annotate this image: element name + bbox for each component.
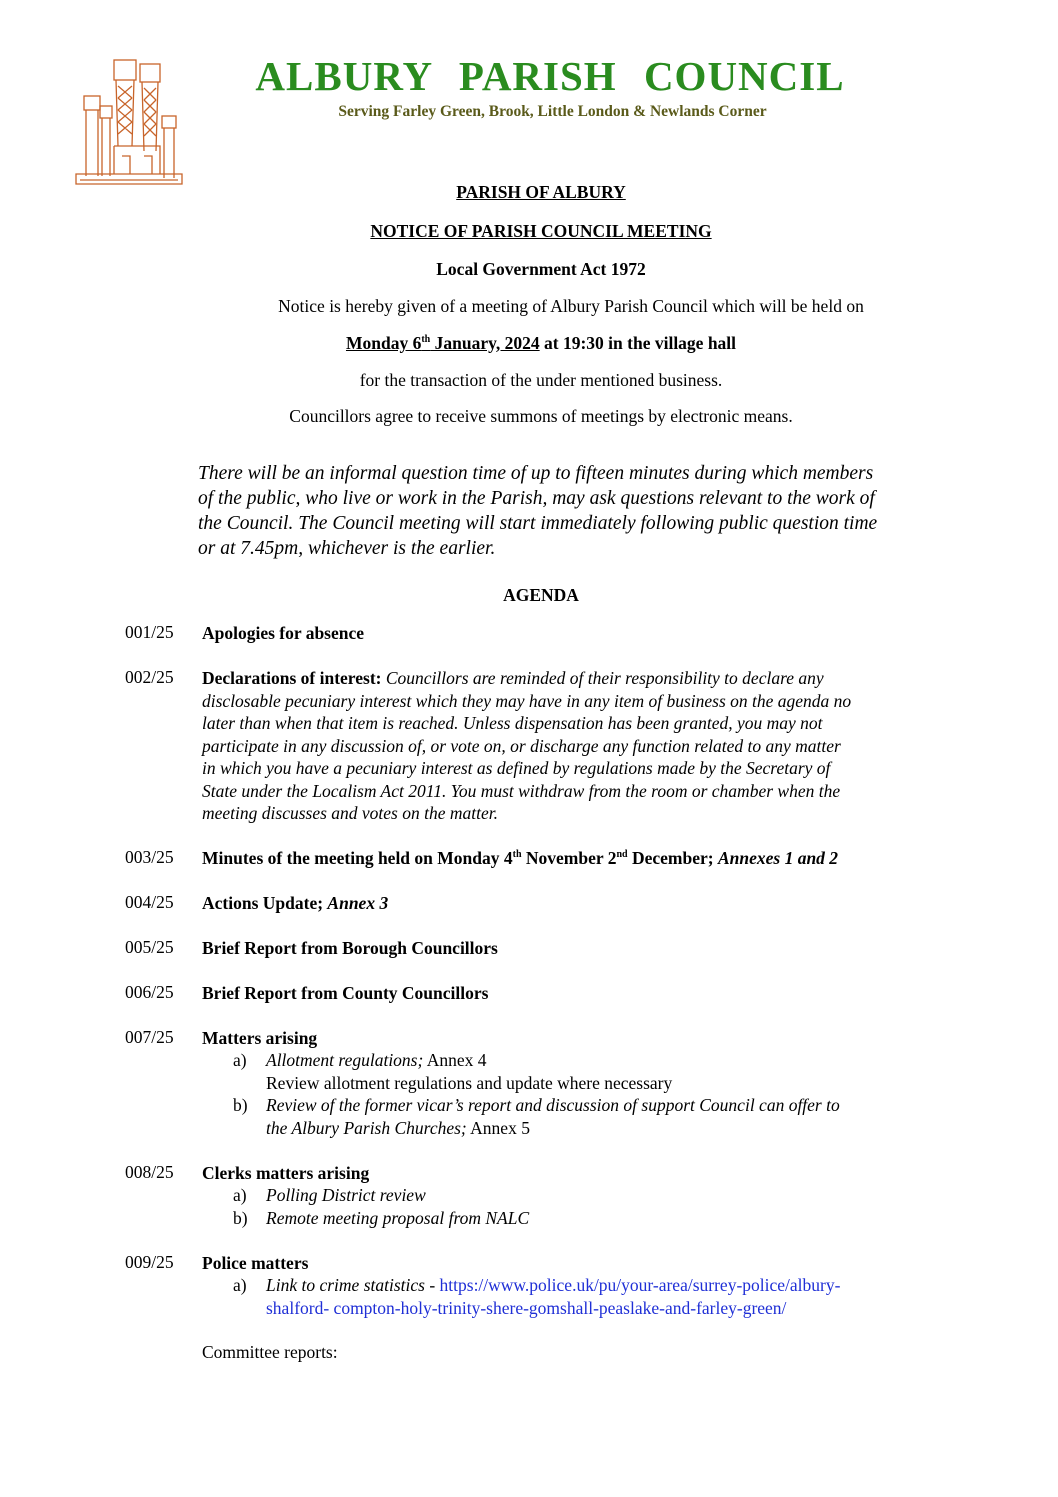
intro-line: There will be an informal question time of up to fifteen minutes during which members <box>198 463 874 484</box>
sub-item-text: Allotment regulations; <box>266 1050 424 1070</box>
sub-item-text: Remote meeting proposal from NALC <box>266 1208 530 1228</box>
council-subtitle: Serving Farley Green, Brook, Little London & Newlands Corner <box>338 103 767 120</box>
date-day: Monday 6 <box>345 333 422 353</box>
link-continuation <box>266 1297 946 1320</box>
item-number: 008/25 <box>125 1162 174 1182</box>
item-number: 006/25 <box>125 982 174 1002</box>
sub-item <box>233 1094 933 1117</box>
council-title: ALBURY PARISH COUNCIL <box>255 53 845 99</box>
item-title-part: December; <box>627 848 718 868</box>
declarations-text: disclosable pecuniary interest which they may have in any item of business on the agenda no <box>202 690 852 711</box>
item-number: 007/25 <box>125 1027 174 1047</box>
annex-reference: Annex 5 <box>466 1118 530 1138</box>
sub-item-text: Link to crime statistics - <box>266 1275 440 1295</box>
item-title: Matters arising <box>202 1028 318 1048</box>
intro-line: or at 7.45pm, whichever is the earlier. <box>198 538 496 559</box>
item-number: 003/25 <box>125 847 174 867</box>
sub-item-label: a) <box>233 1275 247 1295</box>
transaction-text: for the transaction of the under mentioned business. <box>359 370 723 390</box>
sub-item <box>233 1207 933 1230</box>
declarations-text: participate in any discussion of, or vote on, or discharge any function related to any matter <box>202 735 841 756</box>
parish-heading: PARISH OF ALBURY <box>456 182 626 202</box>
item-number: 009/25 <box>125 1252 174 1272</box>
sub-item-label: b) <box>233 1208 248 1228</box>
declarations-item <box>202 667 937 825</box>
date-suffix: th <box>421 334 431 346</box>
item-title: Brief Report from County Councillors <box>202 983 489 1003</box>
declarations-text: meeting discusses and votes on the matter. <box>202 803 498 823</box>
sub-item-text: Polling District review <box>266 1185 426 1205</box>
intro-line: the Council. The Council meeting will start immediately following public question time <box>198 513 878 534</box>
summons-text: Councillors agree to receive summons of meetings by electronic means. <box>289 406 793 426</box>
sub-item-label: a) <box>233 1050 247 1070</box>
act-reference: Local Government Act 1972 <box>436 259 646 279</box>
sub-item-label: b) <box>233 1095 248 1115</box>
sub-item <box>233 1274 953 1297</box>
meeting-date <box>0 333 1058 354</box>
crime-statistics-link[interactable]: https://www.police.uk/pu/your-area/surrey-police/albury- <box>439 1275 841 1295</box>
actions-item <box>202 892 937 915</box>
public-question-notice <box>198 461 958 561</box>
annex-reference: Annex 3 <box>327 893 389 913</box>
sub-item-continuation <box>266 1117 946 1140</box>
item-title: Apologies for absence <box>202 623 365 643</box>
declarations-text: Councillors are reminded of their responsibility to declare any <box>385 668 824 688</box>
annex-reference: Annexes 1 and 2 <box>717 848 839 868</box>
item-title: Police matters <box>202 1253 309 1273</box>
agenda-heading: AGENDA <box>503 585 579 605</box>
item-title: Declarations of interest: <box>202 668 382 688</box>
item-title: Brief Report from Borough Councillors <box>202 938 498 958</box>
sub-item <box>233 1049 933 1072</box>
item-title: Clerks matters arising <box>202 1163 370 1183</box>
item-number: 005/25 <box>125 937 174 957</box>
date-rest: January, 2024 <box>430 333 540 353</box>
minutes-item <box>202 847 962 870</box>
annex-reference: Annex 4 <box>423 1050 487 1070</box>
item-number: 004/25 <box>125 892 174 912</box>
intro-line: of the public, who live or work in the Parish, may ask questions relevant to the work of <box>198 488 875 509</box>
sub-item-text: the Albury Parish Churches; <box>266 1118 467 1138</box>
sub-item <box>233 1184 933 1207</box>
ordinal-suffix: th <box>512 849 522 861</box>
date-time: at 19:30 in the village hall <box>539 333 737 353</box>
committee-reports-label: Committee reports: <box>202 1342 338 1362</box>
sub-item-continuation: Review allotment regulations and update where necessary <box>266 1073 673 1093</box>
declarations-text: in which you have a pecuniary interest as defined by regulations made by the Secretary of <box>202 758 831 778</box>
notice-heading: NOTICE OF PARISH COUNCIL MEETING <box>370 221 712 241</box>
item-title: Actions Update; <box>202 893 328 913</box>
declarations-text: State under the Localism Act 2011. You must withdraw from the room or chamber when the <box>202 780 841 801</box>
sub-item-text: Review of the former vicar’s report and discussion of support Council can offer to <box>266 1095 840 1115</box>
declarations-text: later than when that item is reached. Unless dispensation has been granted, you may not <box>202 713 823 733</box>
crime-statistics-link-continued[interactable]: shalford- compton-holy-trinity-shere-gomshall-peaslake-and-farley-green/ <box>266 1298 787 1318</box>
notice-given-text: Notice is hereby given of a meeting of Albury Parish Council which will be held on <box>278 296 864 316</box>
item-title-part: November 2 <box>521 848 617 868</box>
item-number: 002/25 <box>125 667 174 687</box>
ordinal-suffix: nd <box>616 849 628 861</box>
item-title: Minutes of the meeting held on Monday 4 <box>202 848 513 868</box>
item-number: 001/25 <box>125 622 174 642</box>
sub-item-label: a) <box>233 1185 247 1205</box>
